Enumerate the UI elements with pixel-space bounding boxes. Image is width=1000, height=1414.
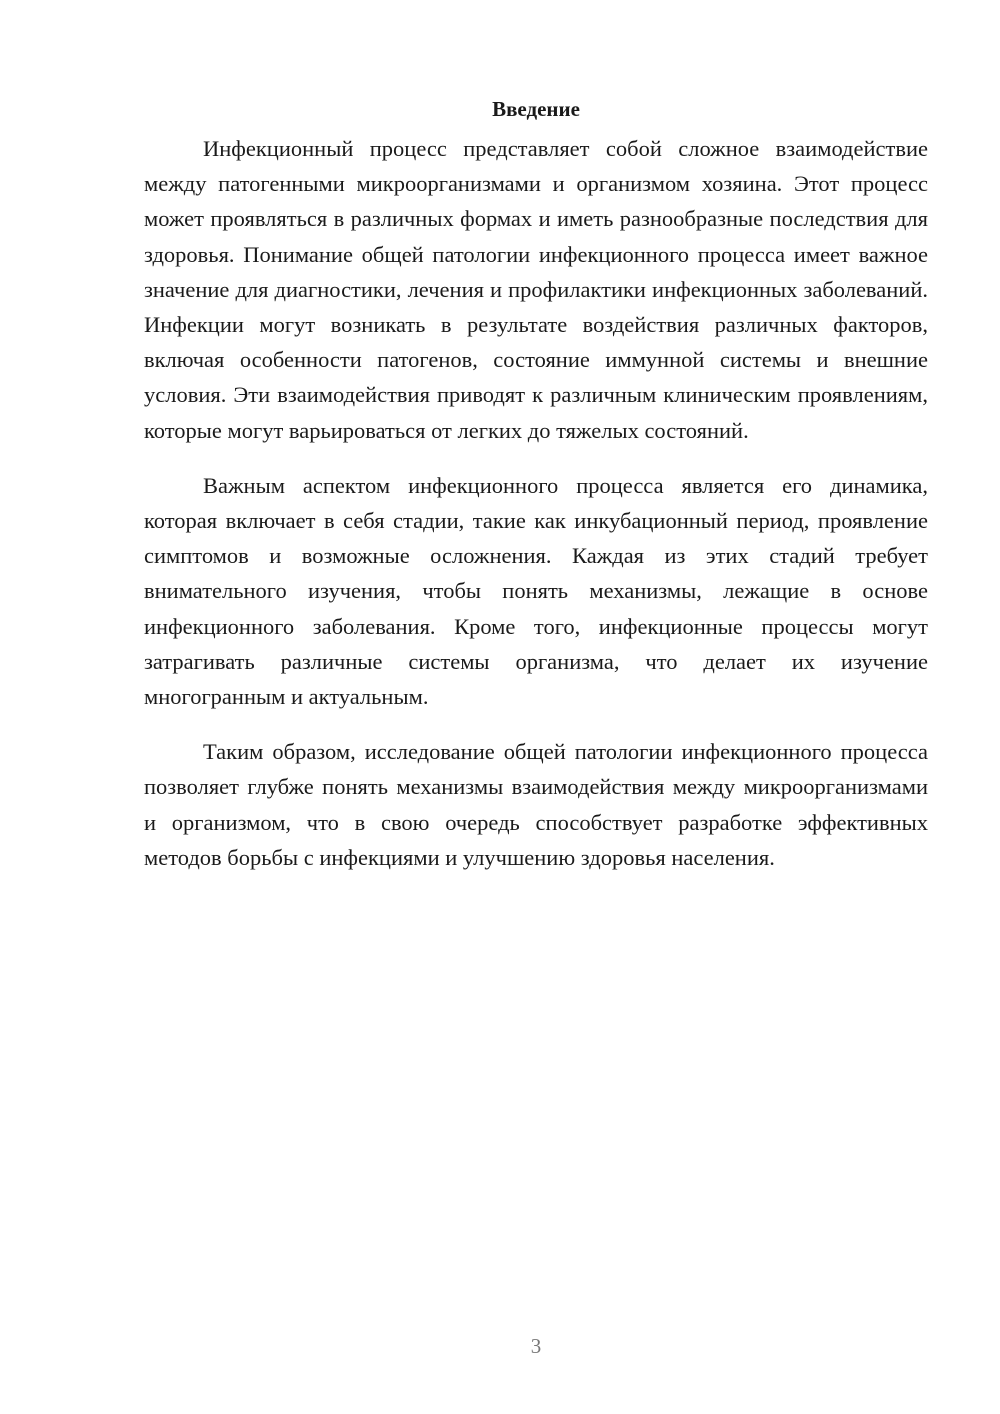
paragraph-3: Таким образом, исследование общей патологии инфекционного процесса позволяет глубже понять механизмы взаимодействия между микроорганизмами и организмом, что в свою очередь способствует разработке эффективных методов борьбы с инфекциями и улучшению здоровья населения.	[144, 739, 928, 870]
page-content	[144, 92, 928, 895]
paragraph-2: Важным аспектом инфекционного процесса является его динамика, которая включает в себя стадии, такие как инкубационный период, проявление симптомов и возможные осложнения. Каждая из этих стадий требует внимательного изучения, чтобы понять механизмы, лежащие в основе инфекционного заболевания. Кроме того, инфекционные процессы могут затрагивать различные системы организма, что делает их изучение многогранным и актуальным.	[144, 472, 928, 710]
page-number: 3	[530, 1334, 542, 1358]
section-heading: Введение	[492, 97, 580, 121]
paragraph-1: Инфекционный процесс представляет собой сложное взаимодействие между патогенными микроорганизмами и организмом хозяина. Этот процесс может проявляться в различных формах и иметь разнообразные последствия для здоровья. Понимание общей патологии инфекционного процесса имеет важное значение для диагностики, лечения и профилактики инфекционных заболеваний. Инфекции могут возникать в результате воздействия различных факторов, включая особенности патогенов, состояние иммунной системы и внешние условия. Эти взаимодействия приводят к различным клиническим проявлениям, которые могут варьироваться от легких до тяжелых состояний.	[144, 136, 928, 443]
